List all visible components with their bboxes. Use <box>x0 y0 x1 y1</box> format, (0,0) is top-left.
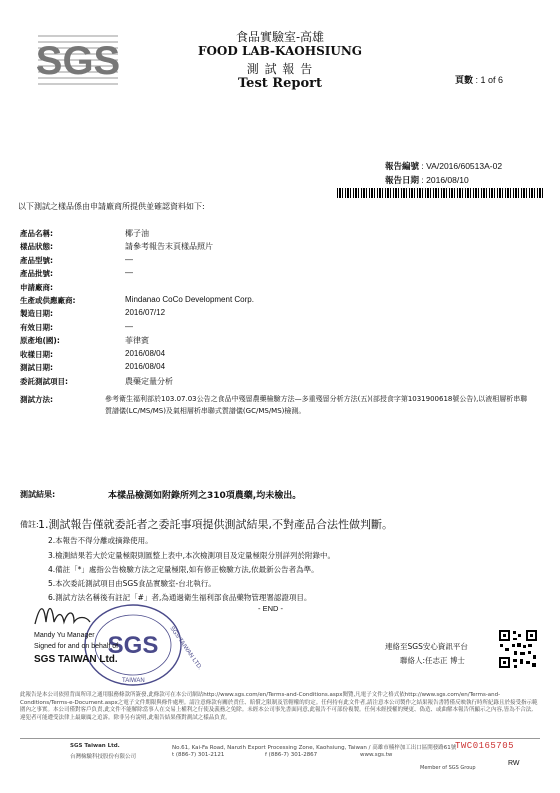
lab-name-en: FOOD LAB-KAOHSIUNG <box>197 44 363 58</box>
method-text: 參考衛生福利部於103.07.03公告之食品中殘留農藥檢驗方法—多重殘留分析方法(五)(部授食字第1031900618號公告),以液相層析串聯質譜儀(LC/MS/MS)及氣相層析串聯式質譜儀(GC/MS/MS)檢測。 <box>105 395 528 415</box>
field-sample-state: 樣品狀態: 請參考報告末頁樣品照片 <box>20 242 213 251</box>
field-manufacturer: 生產或供應廠商: Mindanao CoCo Development Corp. <box>20 295 254 305</box>
barcode <box>337 188 545 198</box>
report-title-en: Test Report <box>238 76 322 91</box>
disclaimer-text: 此報告是本公司依照背面所印之通用服務條款所簽發,此條款可在本公司網站http://www.sgs.com/en/Terms-and-Conditions.aspx閱覽,凡電子文件之格式依http://www.sgs.com/en/Terms-and-Conditions/Terms-e-Document.aspx之電子文件期限與條件處理。請注意條款有關於責任、賠償之限制及管轄權的約定。任何持有此文件者,請注意本公司製作之結果報告書將僅反映執行時所紀錄且於接受指示範圍內之事實。本公司僅對客戶負責,此文件不能解除當事人在交易上權利之行使及義務之免除。未經本公司事先書面同意,此報告不可部份複製。任何未經授權的變更、偽造、或曲解本報告所顯示之內容,皆為不合法,違犯者可能遭受法律上最嚴厲之追訴。除非另有說明,此報告結果僅對測試之樣品負責。 <box>20 692 538 721</box>
lab-name-zh: 食品實驗室-高雄 <box>235 30 325 44</box>
footer-member: Member of SGS Group <box>420 765 476 771</box>
footer-tel: t (886-7) 301-2121 <box>172 752 225 758</box>
field-expiry: 有效日期: — <box>20 322 133 332</box>
note-3: 3.檢測結果若大於定量極限則匯整上表中,本次檢測項目及定量極限分別詳列於附錄中。 <box>48 551 336 560</box>
footer-web[interactable]: www.sgs.tw <box>360 752 393 758</box>
serial-number: TWC0165705 <box>455 741 515 751</box>
report-title-zh: 測 試 報 告 <box>246 62 314 76</box>
field-origin: 原產地(國): 菲律賓 <box>20 336 149 345</box>
result-text: 本樣品檢測如附錄所列之310項農藥,均未檢出。 <box>108 491 302 501</box>
field-test-date: 測試日期: 2016/08/04 <box>20 362 166 372</box>
svg-text:SGS: SGS <box>35 39 121 83</box>
note-2: 2.本報告不得分離或摘錄使用。 <box>48 536 153 545</box>
svg-text:SGS: SGS <box>107 632 159 659</box>
footer-fax: f (886-7) 301-2867 <box>265 752 318 758</box>
field-product-name: 產品名稱: 椰子油 <box>20 229 149 238</box>
report-date: 報告日期 : 2016/08/10 <box>385 175 469 185</box>
note-4: 4.備註「*」處指公告檢驗方法之定量極限,如有修正檢驗方法,依最新公告者為準。 <box>48 565 319 574</box>
note-5: 5.本次委託測試項目由SGS食品實驗室-台北執行。 <box>48 579 216 588</box>
notes-label: 備註: <box>20 520 39 529</box>
footer-divider <box>20 738 540 739</box>
intro-text: 以下測試之樣品係由申請廠商所提供並確認資料如下: <box>18 202 205 211</box>
signed-for: Signed for and on behalf of <box>34 643 119 650</box>
field-test-items: 委託測試項目: 農藥定量分析 <box>20 377 173 386</box>
note-1: 1.測試報告僅就委託者之委託事項提供測試結果,不對產品合法性做判斷。 <box>38 518 393 531</box>
contact-platform: 連絡至SGS安心資訊平台 <box>385 642 468 651</box>
footer-company: SGS Taiwan Ltd. <box>70 743 120 749</box>
end-marker: - END - <box>258 604 283 613</box>
contact-person: 聯絡人:任志正 博士 <box>400 656 465 665</box>
field-mfg-date: 製造日期: 2016/07/12 <box>20 308 166 318</box>
report-number: 報告編號 : VA/2016/60513A-02 <box>385 161 503 171</box>
field-receive-date: 收樣日期: 2016/08/04 <box>20 349 166 359</box>
svg-text:TAIWAN: TAIWAN <box>122 678 145 684</box>
company-name: SGS TAIWAN Ltd. <box>34 654 118 665</box>
qr-code-icon[interactable] <box>498 629 538 669</box>
field-applicant: 申請廠商: <box>20 283 53 292</box>
note-6: 6.測試方法名稱後有註記「#」者,為通過衛生福利部食品藥物管理署認證項目。 <box>48 593 312 602</box>
result-label: 測試結果: <box>20 490 56 499</box>
field-model: 產品型號: — <box>20 255 133 265</box>
field-batch: 產品批號: — <box>20 268 133 278</box>
page-indicator: 頁數 : 1 of 6 <box>455 75 504 85</box>
svg-text:SGS TAIWAN LTD.: SGS TAIWAN LTD. <box>168 625 203 672</box>
footer-rw: RW <box>508 760 520 767</box>
signer-name: Mandy Yu Manager <box>34 632 95 639</box>
footer-company-zh: 台灣檢驗科技股份有限公司 <box>70 754 137 760</box>
footer-address: No.61, Kai-Fa Road, Nanzih Export Processing Zone, Kaohsiung, Taiwan / 高雄市楠梓加工出口區開發路61號 <box>172 745 457 751</box>
method-label: 測試方法: <box>20 395 53 404</box>
